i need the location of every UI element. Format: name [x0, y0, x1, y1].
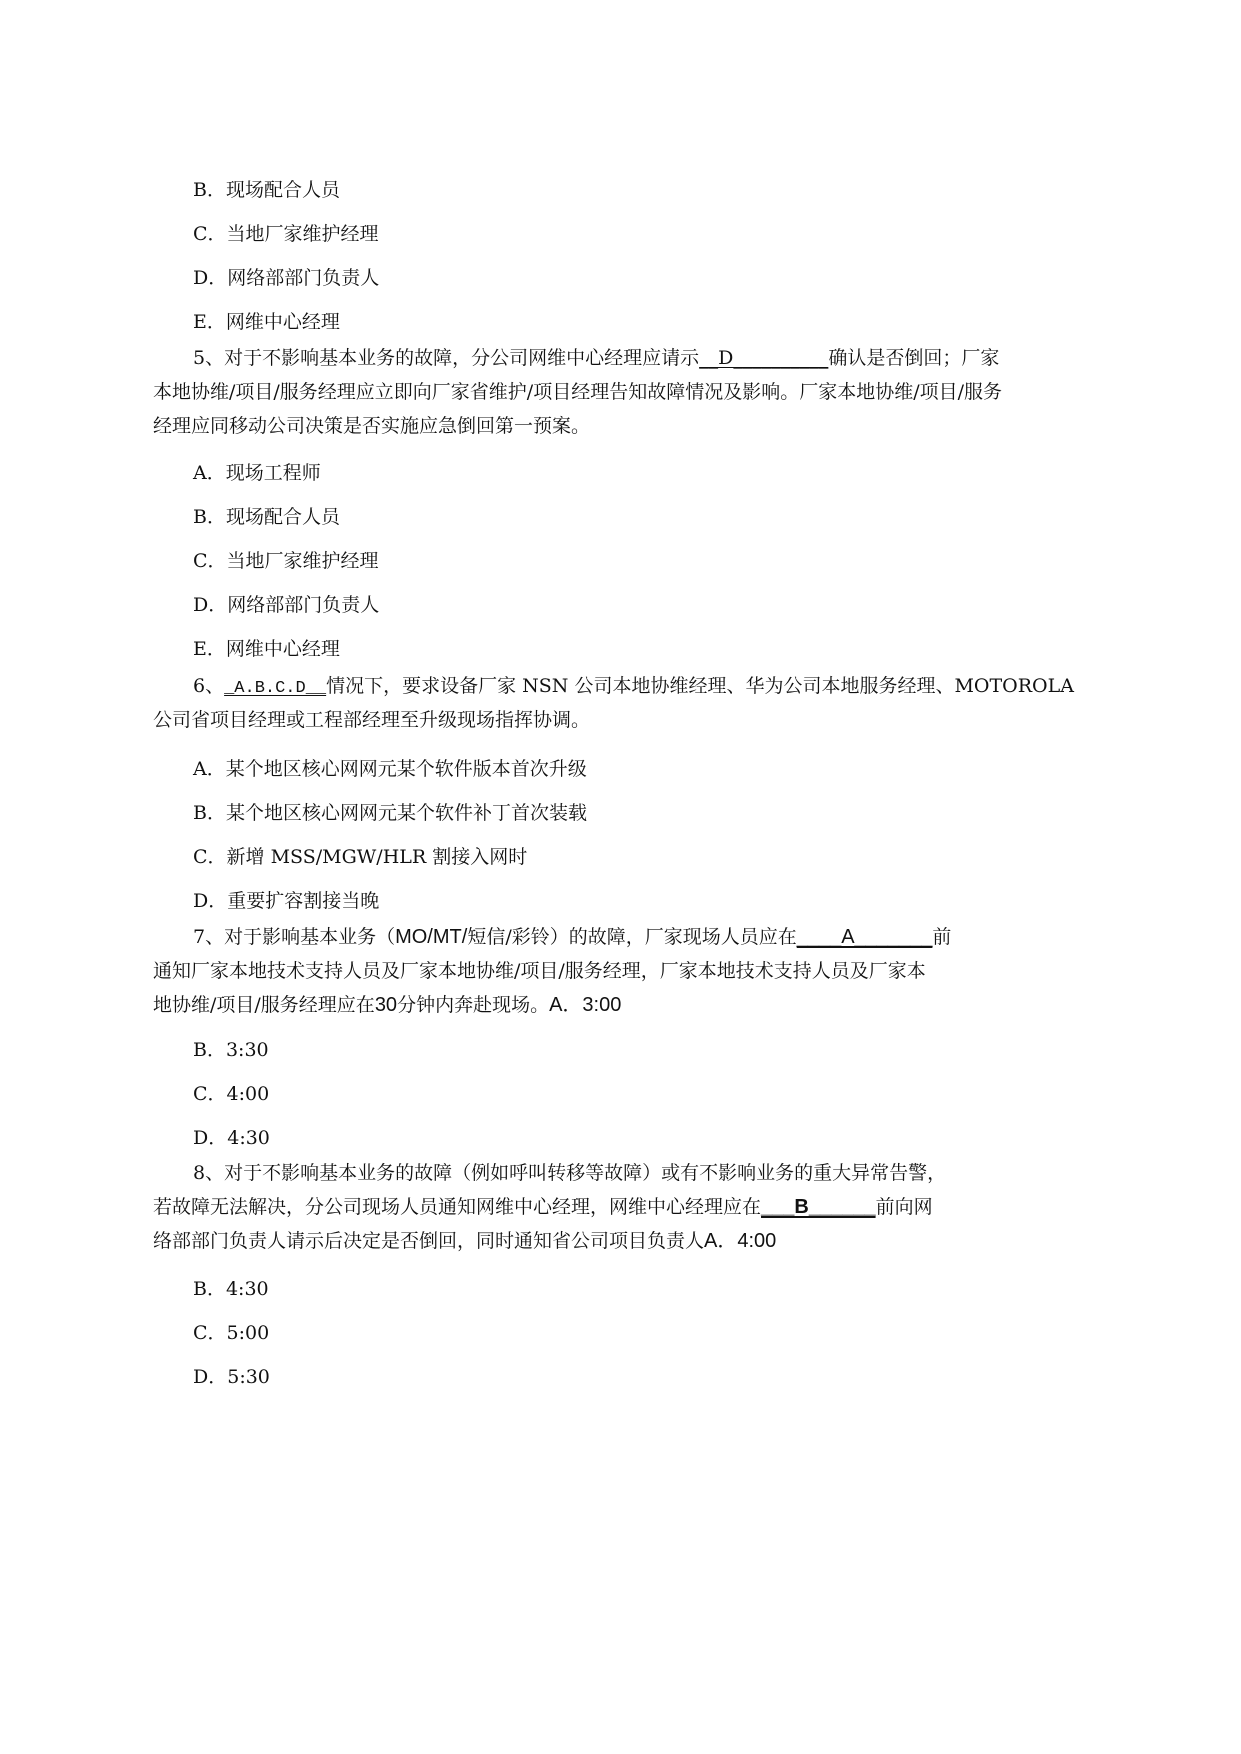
question-8-line-3: 络部部门负责人请示后决定是否倒回，同时通知省公司项目负责人A．4:00 — [153, 1230, 777, 1252]
question-5-line-2: 本地协维/项目/服务经理应立即向厂家省维护/项目经理告知故障情况及影响。厂家本地协维/项目/服务 — [153, 381, 1003, 403]
option-b: B．现场配合人员 — [193, 179, 340, 201]
option-c: C．4:00 — [193, 1083, 270, 1105]
question-6-line-1: 6、_A.B.C.D__情况下，要求设备厂家 NSN 公司本地协维经理、华为公司本地服务经理、MOTOROLA — [193, 675, 1074, 698]
option-c: C．当地厂家维护经理 — [193, 223, 379, 245]
option-d: D．4:30 — [193, 1127, 270, 1149]
option-a: A．现场工程师 — [193, 462, 321, 484]
question-6-line-2: 公司省项目经理或工程部经理至升级现场指挥协调。 — [153, 709, 591, 731]
question-7-line-3: 地协维/项目/服务经理应在30分钟内奔赴现场。A．3:00 — [153, 994, 622, 1016]
option-d: D．5:30 — [193, 1366, 270, 1388]
question-8-line-2: 若故障无法解决，分公司现场人员通知网维中心经理，网维中心经理应在___B______前向网 — [153, 1196, 933, 1218]
option-b: B．3:30 — [193, 1039, 269, 1061]
question-7 — [153, 920, 1088, 1022]
question-5 — [153, 341, 1088, 443]
answer-blank: _A.B.C.D__ — [224, 679, 327, 698]
option-c: C．5:00 — [193, 1322, 270, 1344]
question-6 — [153, 669, 1088, 737]
option-a: A．4:00 — [704, 1230, 777, 1252]
answer-blank: ____A_______ — [796, 926, 933, 948]
answer-blank: ___B______ — [761, 1196, 876, 1218]
question-7-line-2: 通知厂家本地技术支持人员及厂家本地协维/项目/服务经理，厂家本地技术支持人员及厂家本 — [153, 960, 926, 982]
question-5-line-3: 经理应同移动公司决策是否实施应急倒回第一预案。 — [153, 415, 591, 437]
question-8-line-1: 8、对于不影响基本业务的故障（例如呼叫转移等故障）或有不影响业务的重大异常告警， — [193, 1162, 947, 1184]
option-c: C．当地厂家维护经理 — [193, 550, 379, 572]
option-a: A．某个地区核心网网元某个软件版本首次升级 — [193, 758, 587, 780]
question-7-line-1: 7、对于影响基本业务（MO/MT/短信/彩铃）的故障，厂家现场人员应在____A_______前 — [193, 926, 952, 948]
option-b: B．某个地区核心网网元某个软件补丁首次装载 — [193, 802, 587, 824]
option-d: D．网络部部门负责人 — [193, 267, 380, 289]
question-8 — [153, 1156, 1088, 1258]
answer-blank: __D__________ — [699, 347, 829, 369]
option-e: E．网维中心经理 — [193, 311, 340, 333]
option-d: D．重要扩容割接当晚 — [193, 890, 380, 912]
option-c: C．新增 MSS/MGW/HLR 割接入网时 — [193, 846, 528, 868]
option-b: B．现场配合人员 — [193, 506, 340, 528]
option-d: D．网络部部门负责人 — [193, 594, 380, 616]
option-a: A．3:00 — [549, 994, 622, 1016]
option-e: E．网维中心经理 — [193, 638, 340, 660]
question-5-line-1: 5、对于不影响基本业务的故障，分公司网维中心经理应请示__D__________确认是否倒回；厂家 — [193, 347, 1000, 369]
option-b: B．4:30 — [193, 1278, 269, 1300]
